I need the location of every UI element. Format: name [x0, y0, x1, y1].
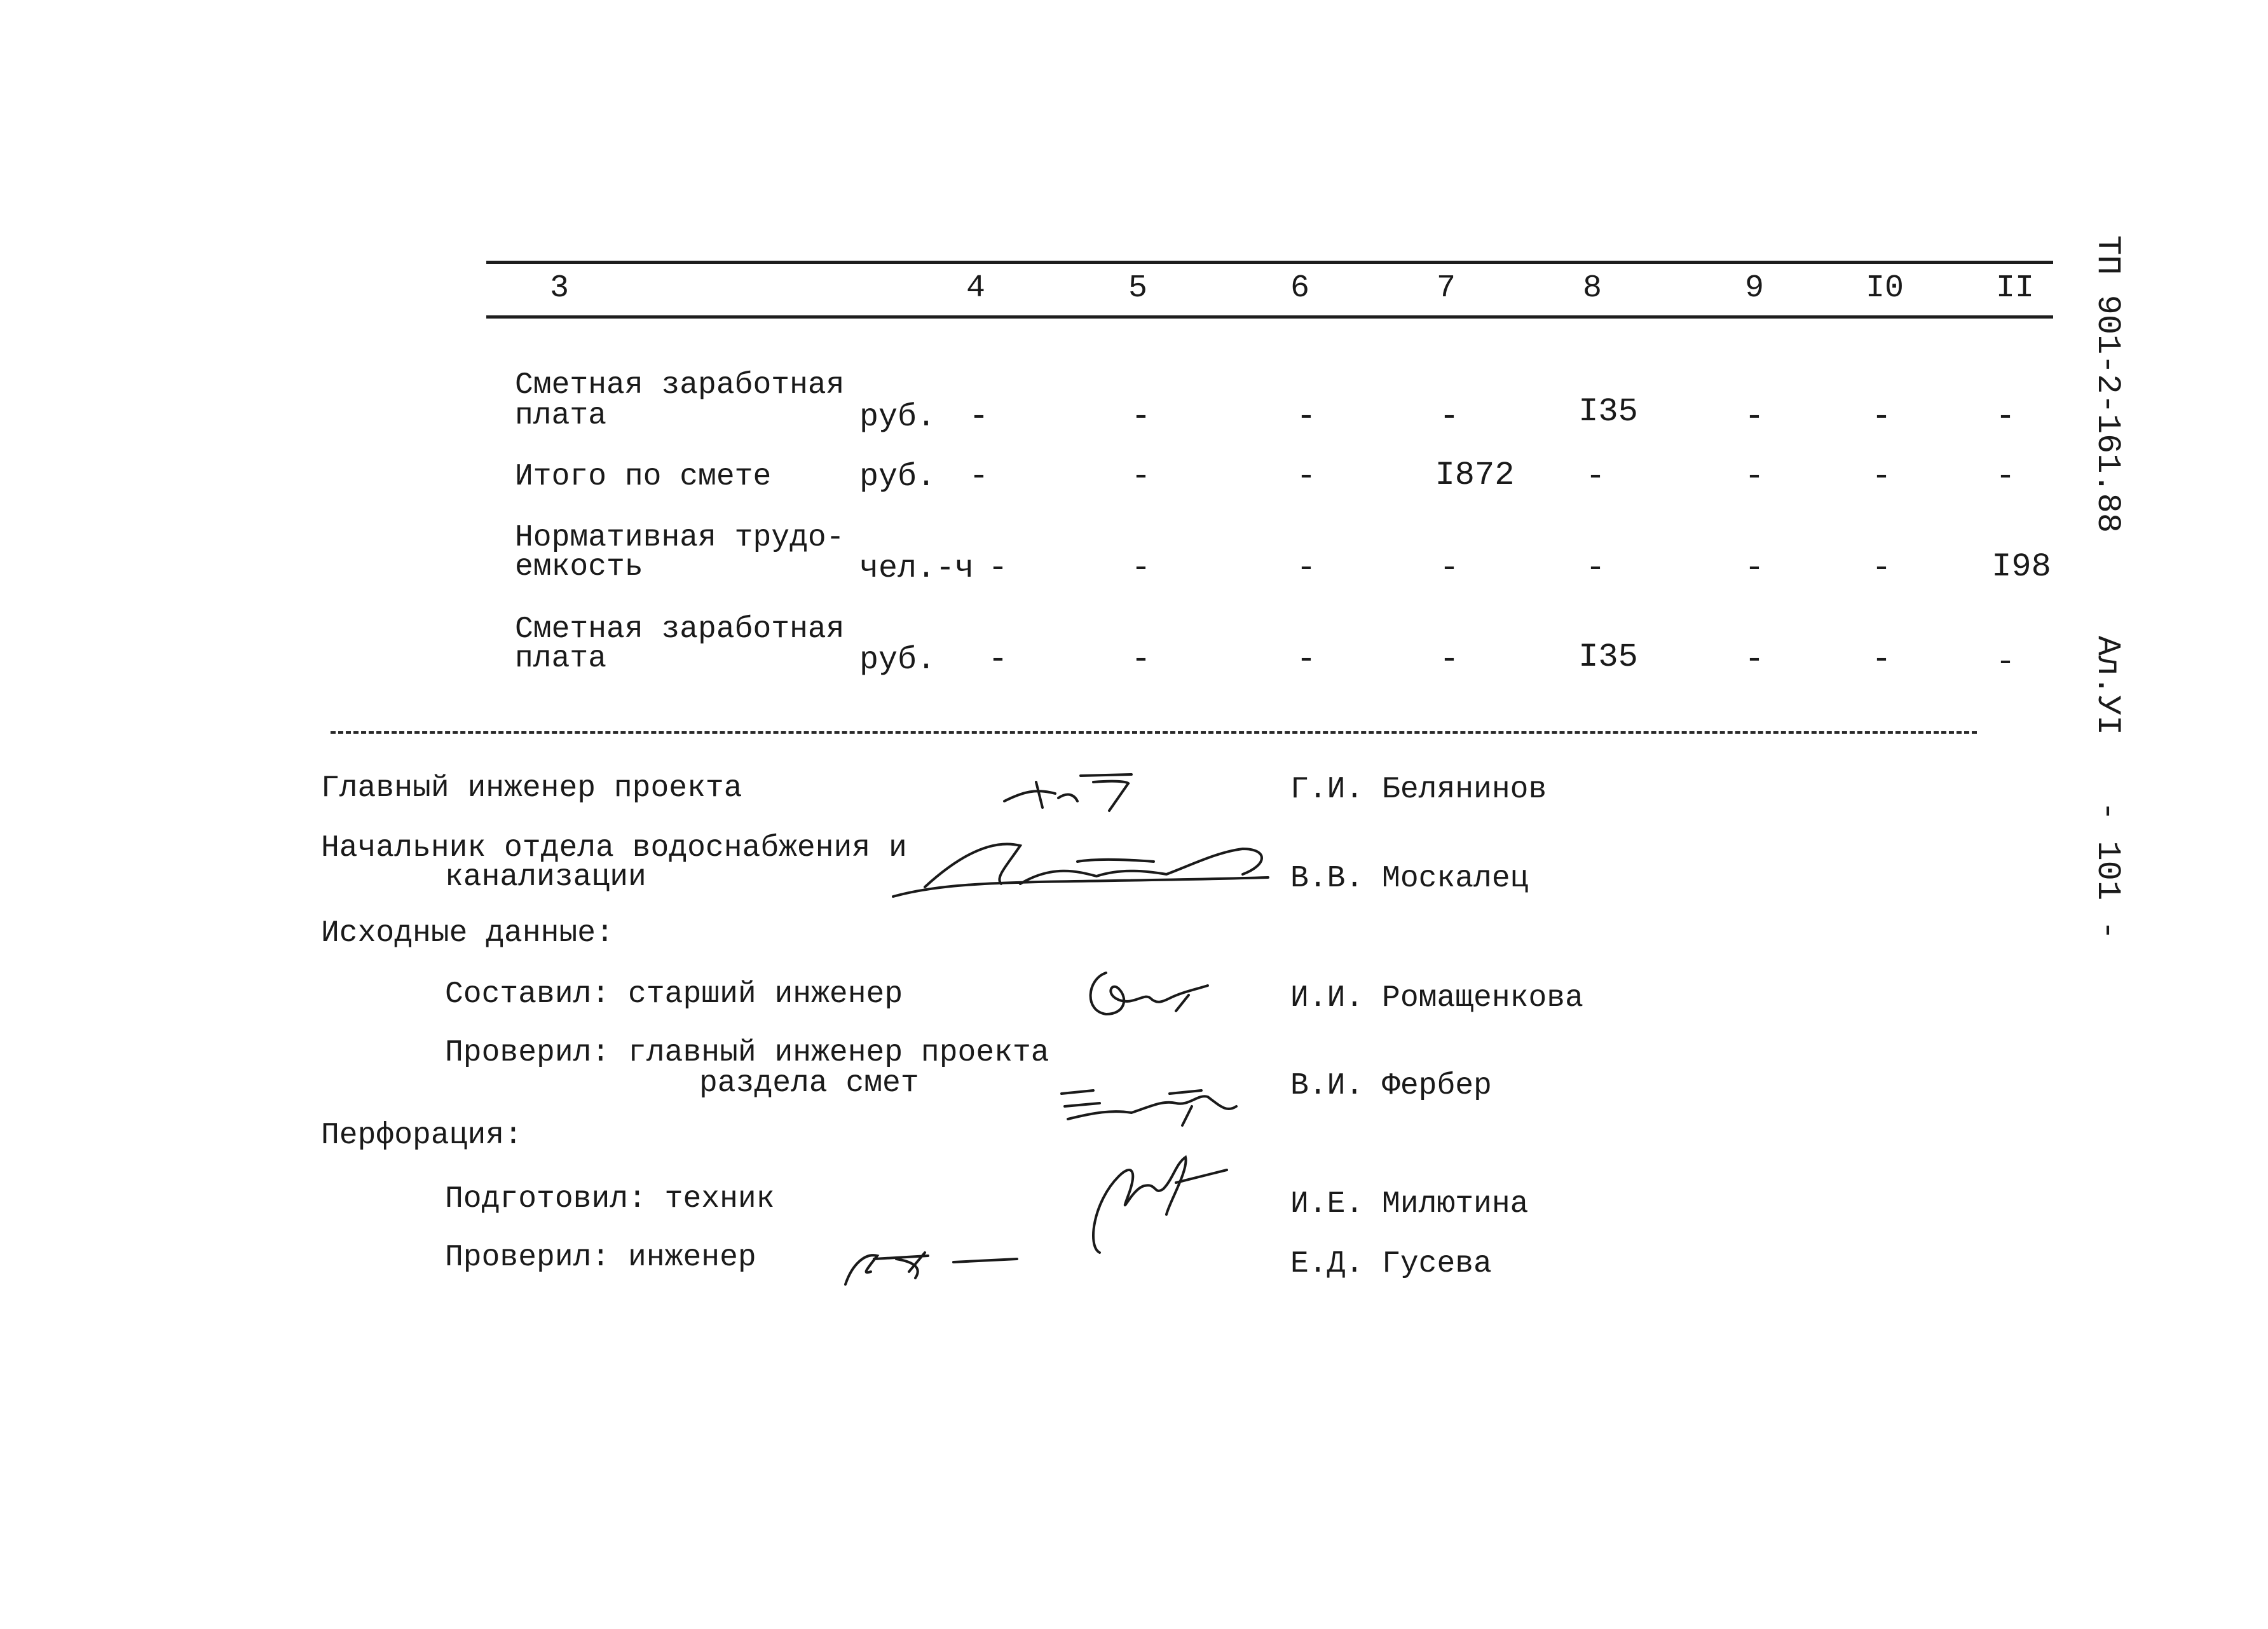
cell-col4: -: [988, 641, 1008, 678]
checked-name: В.И. Фербер: [1290, 1069, 1492, 1103]
cell-col9: -: [1744, 398, 1765, 436]
cell-col6: -: [1296, 458, 1316, 495]
table-header-bottom-rule: [486, 315, 2053, 319]
dept-head-title: Начальник отдела водоснабжения и: [321, 831, 907, 865]
cell-col11: -: [1995, 398, 2016, 436]
cell-col10: -: [1871, 549, 1892, 587]
checked-title: Проверил: главный инженер проекта: [445, 1036, 1049, 1070]
source-data-heading: Исходные данные:: [321, 916, 614, 951]
cell-col7: I872: [1435, 457, 1515, 494]
margin-page-number: - 101 -: [2089, 801, 2126, 940]
signature-dept-head: [887, 827, 1287, 909]
dept-head-title-cont: канализации: [445, 860, 646, 895]
perforation-heading: Перфорация:: [321, 1118, 523, 1153]
signature-chief-engineer: [998, 757, 1151, 820]
table-top-rule: [486, 261, 2053, 264]
column-header-4: 4: [966, 270, 985, 306]
signature-checked2: [839, 1234, 1030, 1291]
margin-album: Ал.УI: [2089, 636, 2126, 736]
cell-col9: -: [1744, 549, 1765, 587]
cell-col10: -: [1871, 398, 1892, 436]
prepared-title: Подготовил: техник: [445, 1182, 775, 1216]
row-label: Нормативная трудо-: [515, 521, 845, 555]
cell-col8: -: [1585, 458, 1606, 495]
cell-col7: -: [1439, 398, 1459, 436]
checked2-name: Е.Д. Гусева: [1290, 1247, 1492, 1281]
cell-col4: -: [969, 458, 989, 495]
cell-col8: I35: [1578, 393, 1638, 430]
cell-col6: -: [1296, 549, 1316, 587]
cell-col5: -: [1131, 398, 1151, 436]
cell-col9: -: [1744, 458, 1765, 495]
dept-head-name: В.В. Москалец: [1290, 862, 1529, 896]
cell-col7: -: [1439, 641, 1459, 678]
column-header-10: I0: [1865, 270, 1904, 306]
row-label-cont: емкость: [515, 550, 643, 584]
column-header-7: 7: [1436, 270, 1456, 306]
cell-col10: -: [1871, 641, 1892, 678]
cell-col8: -: [1585, 549, 1606, 587]
cell-col4: -: [988, 549, 1008, 587]
cell-col5: -: [1131, 458, 1151, 495]
column-header-3: 3: [549, 270, 569, 306]
checked2-title: Проверил: инженер: [445, 1241, 756, 1275]
cell-col11: -: [1995, 458, 2016, 495]
cell-col5: -: [1131, 549, 1151, 587]
margin-code: ТП 901-2-161.88: [2089, 235, 2126, 533]
row-label: Сметная заработная: [515, 368, 845, 402]
prepared-name: И.Е. Милютина: [1290, 1187, 1529, 1221]
signature-checked: [1055, 1068, 1246, 1138]
cell-col11: -: [1995, 643, 2016, 681]
cell-col6: -: [1296, 641, 1316, 678]
signature-compiled: [1081, 954, 1220, 1030]
row-unit: руб.: [859, 642, 936, 678]
row-label-cont: плата: [515, 399, 607, 433]
column-header-9: 9: [1744, 270, 1764, 306]
cell-col4: -: [969, 398, 989, 436]
column-header-11: II: [1995, 270, 2034, 306]
row-label-cont: плата: [515, 642, 607, 676]
column-header-8: 8: [1582, 270, 1602, 306]
cell-col9: -: [1744, 641, 1765, 678]
row-unit: руб.: [859, 459, 936, 495]
chief-engineer-title: Главный инженер проекта: [321, 771, 742, 806]
cell-col10: -: [1871, 458, 1892, 495]
cell-col6: -: [1296, 398, 1316, 436]
row-unit: чел.-ч: [859, 551, 974, 587]
table-bottom-rule: [331, 731, 1977, 734]
cell-col8: I35: [1578, 638, 1638, 676]
column-header-5: 5: [1128, 270, 1147, 306]
row-label: Сметная заработная: [515, 612, 845, 647]
cell-col7: -: [1439, 549, 1459, 587]
column-header-6: 6: [1290, 270, 1309, 306]
cell-col5: -: [1131, 641, 1151, 678]
compiled-name: И.И. Ромащенкова: [1290, 981, 1583, 1015]
signature-prepared: [1049, 1151, 1233, 1259]
row-label: Итого по смете: [515, 460, 772, 494]
checked-title-cont: раздела смет: [699, 1066, 919, 1101]
compiled-title: Составил: старший инженер: [445, 977, 903, 1012]
row-unit: руб.: [859, 399, 936, 436]
cell-col11: I98: [1991, 548, 2051, 586]
chief-engineer-name: Г.И. Белянинов: [1290, 773, 1547, 807]
